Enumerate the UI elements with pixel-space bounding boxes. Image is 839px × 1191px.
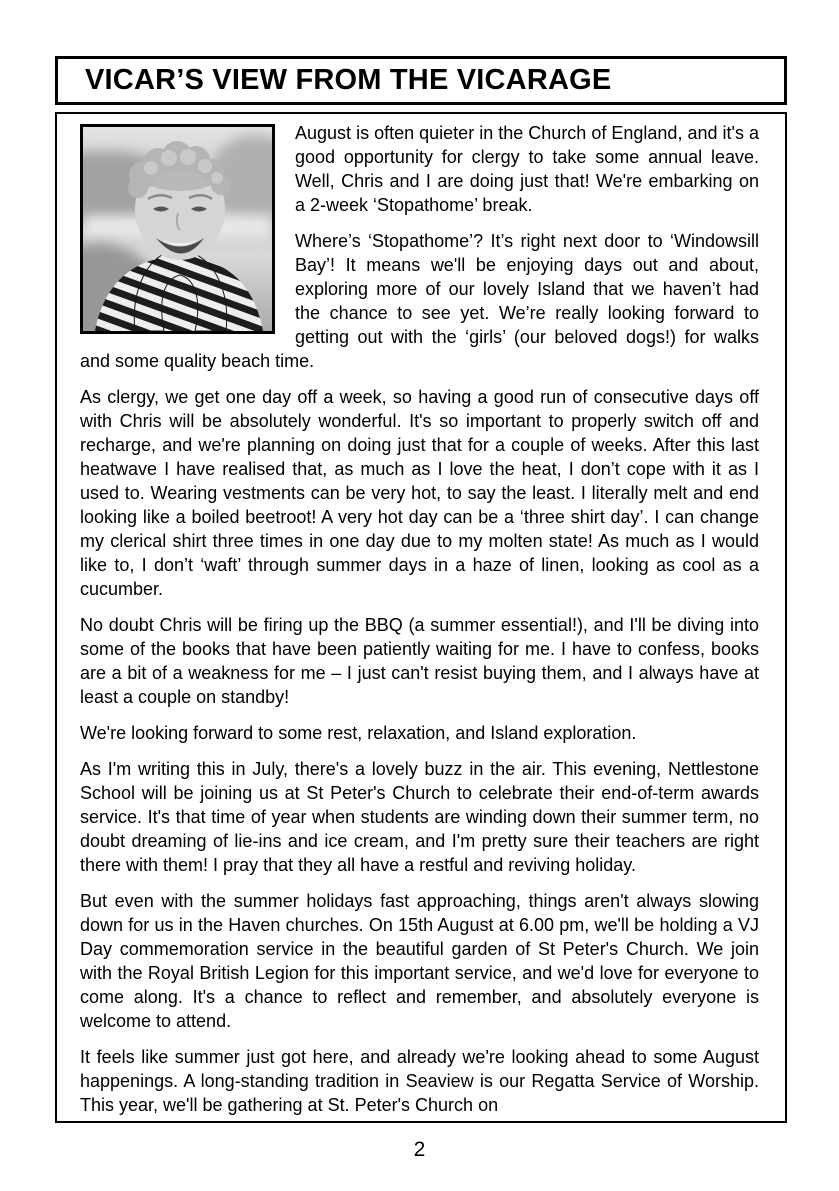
page-title: VICAR’S VIEW FROM THE VICARAGE [85, 64, 612, 96]
paragraph-1: August is often quieter in the Church of England, and it's a good opportunity for clergy to take some annual leave. Well, Chris and I are doing just that! We're embarking on a 2-week ‘Stopathome’ break. [295, 123, 759, 215]
paragraph-8: It feels like summer just got here, and already we're looking ahead to some August happenings. A long-standing tradition in Seaview is our Regatta Service of Worship. This year, we'll be gathering at St. Peter's Church on [80, 1047, 759, 1115]
paragraph-7: But even with the summer holidays fast approaching, things aren't always slowing down for us in the Haven churches. On 15th August at 6.00 pm, we'll be holding a VJ Day commemoration service in the beautiful garden of St Peter's Church. We join with the Royal British Legion for this important service, and we'd love for everyone to come along. It's a chance to reflect and remember, and absolutely everyone is welcome to attend. [80, 891, 759, 1031]
page-number: 2 [413, 1138, 426, 1161]
vicar-portrait-photo [80, 124, 275, 334]
paragraph-5: We're looking forward to some rest, relaxation, and Island exploration. [80, 723, 637, 743]
paragraph-4: No doubt Chris will be firing up the BBQ (a summer essential!), and I'll be diving into some of the books that have been patiently waiting for me. I have to confess, books are a bit of a weakness for me – I just can't resist buying them, and I always have at least a couple on standby! [80, 615, 759, 707]
paragraph-2: Where’s ‘Stopathome’? It’s right next door to ‘Windowsill Bay’! It means we'll be enjoying days out and about, exploring more of our lovely Island that we haven’t had the chance to see yet. We’re really looking forward to getting out with the ‘girls’ (our beloved dogs!) for walks and some quality beach time. [80, 231, 759, 371]
paragraph-6: As I'm writing this in July, there's a lovely buzz in the air. This evening, Nettlestone School will be joining us at St Peter's Church to celebrate their end-of-term awards service. It's that time of year when students are winding down their summer term, no doubt dreaming of lie-ins and ice cream, and I'm pretty sure their teachers are right there with them! I pray that they all have a restful and reviving holiday. [80, 759, 759, 875]
vicar-portrait-illustration [83, 127, 272, 331]
article-title-box [55, 56, 787, 105]
article-body-box [55, 112, 787, 1123]
paragraph-3: As clergy, we get one day off a week, so having a good run of consecutive days off with Chris will be absolutely wonderful. It's so important to properly switch off and recharge, and we're planning on doing just that for a couple of weeks. After this last heatwave I have realised that, as much as I love the heat, I don’t cope with it as I used to. Wearing vestments can be very hot, to say the least. I literally melt and end looking like a boiled beetroot! A very hot day can be a ‘three shirt day’. I can change my clerical shirt three times in one day due to my molten state! As much as I would like to, I don’t ‘waft’ through summer days in a haze of linen, looking as cool as a cucumber. [80, 387, 759, 599]
